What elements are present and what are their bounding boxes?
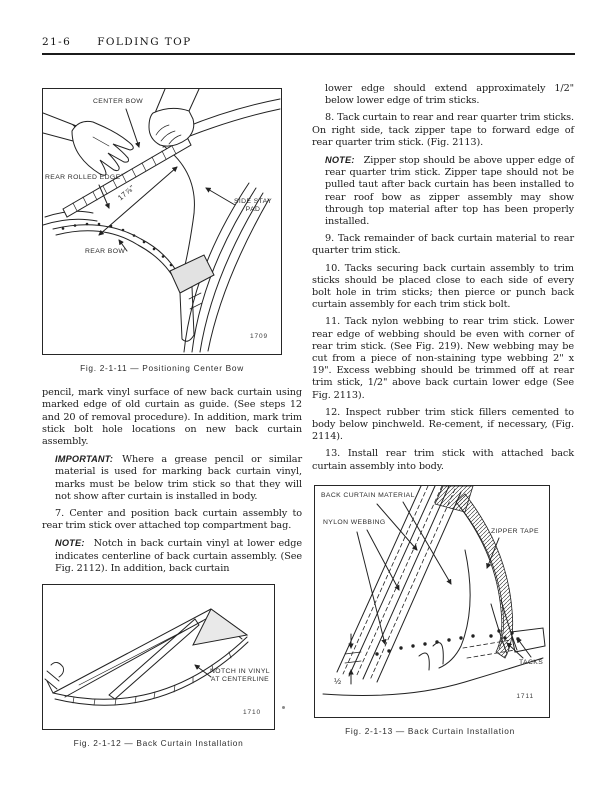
- dimension-17-7-8: 17⅞": [115, 183, 137, 203]
- step-13: 13. Install rear trim stick with attached back curtain assembly into body.: [312, 448, 574, 472]
- label-tacks: TACKS: [519, 658, 544, 666]
- figure-caption: Fig. 2-1-11 — Positioning Center Bow: [80, 363, 244, 373]
- photo-number: 1709: [249, 332, 268, 340]
- figure-positioning-center-bow: [42, 88, 282, 355]
- step-7: 7. Center and position back curtain assembly to rear trim stick over attached top compartment bag.: [42, 508, 302, 532]
- note-label: NOTE:: [55, 538, 85, 549]
- step-11: 11. Tack nylon webbing to rear trim stick. Lower rear edge of webbing should be even with corner of rear trim stick. (See Fig. 219). New webbing may be cut from a piece of non-staining type webbing 2" x 19". Excess webbing should be trimmed off at rear trim stick, 1/2" above back curtain lower edge (See Fig. 2113).: [312, 316, 574, 401]
- label-rear-bow: REAR BOW: [85, 248, 126, 255]
- step-10: 10. Tacks securing back curtain assembly to trim sticks should be placed close to each side of every bolt hole in trim sticks; then pierce or punch back curtain assembly for each trim stick bolt.: [312, 262, 574, 311]
- right-column: [312, 83, 574, 750]
- note-left: NOTE: Notch in back curtain vinyl at lower edge indicates centerline of back curtain assembly. (See Fig. 2112). In addition, back curtain: [55, 538, 302, 574]
- step-12: 12. Inspect rubber trim stick fillers cemented to body below pinchweld. Re-cement, if necessary, (Fig. 2114).: [312, 406, 574, 443]
- label-nylon-webbing: NYLON WEBBING: [323, 518, 386, 526]
- photo-number: 1710: [242, 708, 261, 716]
- figure-caption: Fig. 2-1-13 — Back Curtain Installation: [345, 725, 515, 736]
- label-zipper-tape: ZIPPER TAPE: [491, 527, 539, 535]
- figure-back-curtain-installation-1: [42, 584, 275, 730]
- header-rule: [42, 53, 575, 55]
- dimension-half-inch: ½: [334, 675, 341, 686]
- page-number: 21-6: [42, 36, 72, 48]
- step-9: 9. Tack remainder of back curtain material to rear quarter trim stick.: [312, 233, 574, 257]
- center-bow-drawing: [43, 89, 281, 354]
- note-label: NOTE:: [325, 155, 355, 166]
- note-continuation: lower edge should extend approximately 1/2" below lower edge of trim sticks.: [325, 83, 574, 107]
- scan-speck: [282, 706, 285, 709]
- note-right: NOTE: Zipper stop should be above upper edge of rear quarter trim stick. Zipper tape should not be pulled taut after back curtain has been installed to rear roof bow as zipper assembly may show through top material after top has been properly installed.: [325, 155, 574, 228]
- left-column: [42, 88, 302, 762]
- important-label: IMPORTANT:: [55, 454, 114, 465]
- page-header: [42, 36, 192, 48]
- label-rear-rolled-edge: REAR ROLLED EDGE: [45, 174, 121, 181]
- section-title: FOLDING TOP: [97, 36, 192, 48]
- figure-back-curtain-installation-2: [314, 485, 550, 718]
- step-8: 8. Tack curtain to rear and rear quarter trim sticks. On right side, tack zipper tape to forward edge of rear quarter trim stick. (Fig. 2113).: [312, 112, 574, 148]
- figure-caption: Fig. 2-1-12 — Back Curtain Installation: [73, 738, 244, 749]
- label-notch-in-vinyl: NOTCH IN VINYL AT CENTERLINE: [210, 668, 270, 684]
- important-note: IMPORTANT: Where a grease pencil or similar material is used for marking back curtain vinyl, marks must be below trim stick so that they will not show after curtain is installed in body.: [55, 454, 302, 502]
- photo-number: 1711: [516, 692, 534, 700]
- back-curtain-drawing-1: [43, 585, 274, 729]
- label-side-stay-pad: SIDE STAY PAD: [233, 198, 273, 214]
- label-back-curtain-material: BACK CURTAIN MATERIAL: [321, 491, 415, 499]
- paragraph-continued: pencil, mark vinyl surface of new back curtain using marked edge of old curtain as guide. (See steps 12 and 20 of removal procedure). In addition, mark trim stick bolt hole locations on new back curtain assembly.: [42, 387, 302, 448]
- label-center-bow: CENTER BOW: [93, 98, 144, 105]
